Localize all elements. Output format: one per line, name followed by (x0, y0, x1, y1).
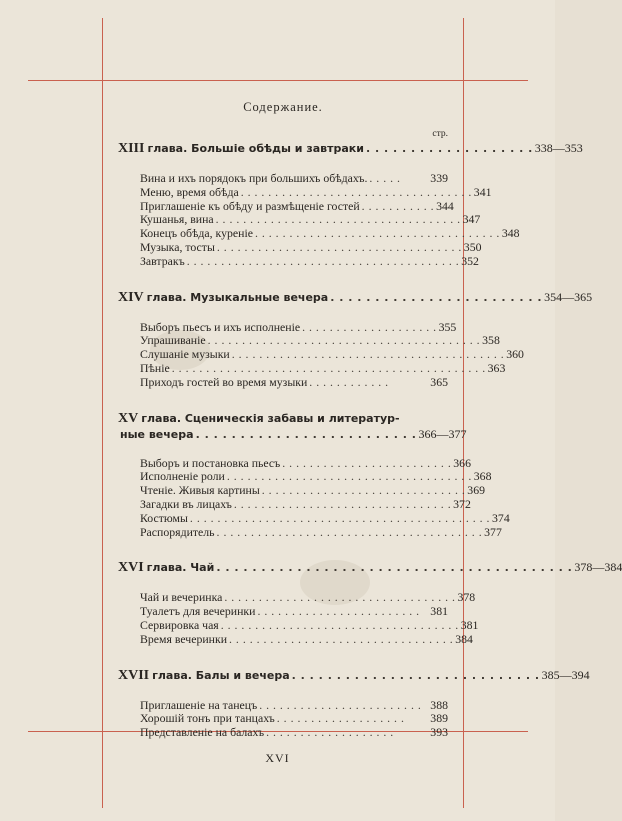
chapter-title: глава. Большіе обѣды и завтраки (147, 142, 364, 155)
toc-entry: Выборъ пьесъ и ихъ исполненіе . . . . . . . . . . . . . . . . . . . . 355 (140, 319, 457, 334)
chapter-number: XVII (118, 667, 150, 683)
toc-entry: Загадки въ лицахъ . . . . . . . . . . . . . . . . . . . . . . . . . . . . . . . . 372 (140, 496, 471, 511)
toc-entry: Представленіе на балахъ . . . . . . . . . . . . . . . . . . . 393 (140, 725, 448, 740)
toc-entry: Приходъ гостей во время музыки . . . . . . . . . . . . 365 (140, 374, 448, 389)
toc-entry: Хорошій тонъ при танцахъ . . . . . . . . . . . . . . . . . . . 389 (140, 711, 448, 726)
toc-entry: Приглашеніе на танецъ . . . . . . . . . . . . . . . . . . . . . . . . 388 (140, 697, 448, 712)
chapter-title: глава. Балы и вечера (152, 668, 290, 682)
chapter-heading: XVI глава. Чай . . . . . . . . . . . . . . . . . . . . . . . . . . . . . . . . . . . . . . . . 378—384 (118, 560, 622, 576)
chapter-title: глава. Чай (146, 561, 215, 575)
chapter-heading: XIII глава. Большіе обѣды и завтраки . . . . . . . . . . . . . . . . . . . 338—353 (118, 141, 583, 156)
page-column-label: стр. (432, 129, 448, 139)
toc-entry: Кушанья, вина . . . . . . . . . . . . . . . . . . . . . . . . . . . . . . . . . . . . 347 (140, 212, 481, 227)
table-of-contents (118, 100, 622, 740)
toc-entry: Вина и ихъ порядокъ при большихъ обѣдахъ. . . . . . 339 (140, 171, 448, 185)
chapter-heading: XVII глава. Балы и вечера . . . . . . . . . . . . . . . . . . . . . . . . . . . . 385—394 (118, 667, 590, 683)
toc-entry: Конецъ обѣда, куреніе . . . . . . . . . . . . . . . . . . . . . . . . . . . . . . . . . . . . 348 (140, 226, 520, 241)
toc-entry: Исполненіе роли . . . . . . . . . . . . . . . . . . . . . . . . . . . . . . . . . . . . 368 (140, 469, 492, 484)
chapter-number: XV (118, 410, 139, 426)
toc-entry: Распорядитель . . . . . . . . . . . . . . . . . . . . . . . . . . . . . . . . . . . . . . . 377 (140, 524, 502, 539)
chapter-heading-continued: ные вечера . . . . . . . . . . . . . . . . . . . . . . . . . 366—377 (120, 426, 467, 441)
chapter-heading (118, 411, 448, 427)
toc-entry: Чай и вечеринка . . . . . . . . . . . . . . . . . . . . . . . . . . . . . . . . . . 378 (140, 590, 476, 605)
toc-entry: Слушаніе музыки . . . . . . . . . . . . . . . . . . . . . . . . . . . . . . . . . . . . . . . . 360 (140, 347, 524, 362)
chapter-title: глава. Сценическія забавы и литератур- (141, 411, 400, 425)
chapter-pages: 385—394 (541, 667, 590, 682)
toc-entry: Упрашиваніе . . . . . . . . . . . . . . . . . . . . . . . . . . . . . . . . . . . . . . . . 358 (140, 333, 500, 348)
chapter-number: XVI (118, 560, 144, 576)
frame-rule-left (102, 18, 103, 808)
chapter-heading: XIV глава. Музыкальные вечера . . . . . . . . . . . . . . . . . . . . . . . . 354—365 (118, 289, 593, 305)
chapter-number: XIV (118, 289, 144, 305)
frame-rule-right (463, 18, 464, 808)
chapter-title: глава. Музыкальные вечера (146, 290, 329, 304)
chapter-number: XIII (118, 141, 145, 156)
toc-entry: Чтеніе. Живыя картины . . . . . . . . . . . . . . . . . . . . . . . . . . . . . . 369 (140, 483, 485, 498)
toc-entry: Завтракъ . . . . . . . . . . . . . . . . . . . . . . . . . . . . . . . . . . . . . . . . 352 (140, 253, 479, 268)
toc-entry: Костюмы . . . . . . . . . . . . . . . . . . . . . . . . . . . . . . . . . . . . . . . . . . . . 374 (140, 510, 510, 525)
chapter-pages: 378—384 (574, 560, 622, 575)
toc-entry: Приглашеніе къ обѣду и размѣщеніе гостей . . . . . . . . . . . 344 (140, 198, 454, 213)
toc-entry: Меню, время обѣда . . . . . . . . . . . . . . . . . . . . . . . . . . . . . . . . . . 341 (140, 184, 492, 199)
chapter-pages: 338—353 (534, 141, 583, 155)
frame-rule-top (28, 80, 528, 81)
page-title: Содержание. (243, 100, 323, 114)
toc-entry: Музыка, тосты . . . . . . . . . . . . . . . . . . . . . . . . . . . . . . . . . . . . 350 (140, 239, 482, 254)
toc-entry: Сервировка чая . . . . . . . . . . . . . . . . . . . . . . . . . . . . . . . . . . . 381 (140, 617, 479, 632)
chapter-pages: 354—365 (544, 289, 593, 304)
toc-entry: Пѣніе . . . . . . . . . . . . . . . . . . . . . . . . . . . . . . . . . . . . . . . . . . . . . . 363 (140, 360, 506, 375)
chapter-title-continued: ные вечера (120, 427, 194, 441)
toc-entry: Время вечеринки . . . . . . . . . . . . . . . . . . . . . . . . . . . . . . . . . 384 (140, 631, 473, 646)
toc-entry: Выборъ и постановка пьесъ . . . . . . . . . . . . . . . . . . . . . . . . . 366 (140, 455, 471, 470)
chapter-pages: 366—377 (418, 426, 467, 441)
page-number: XVI (265, 751, 290, 765)
toc-entry: Туалетъ для вечеринки . . . . . . . . . . . . . . . . . . . . . . . . 381 (140, 604, 448, 619)
